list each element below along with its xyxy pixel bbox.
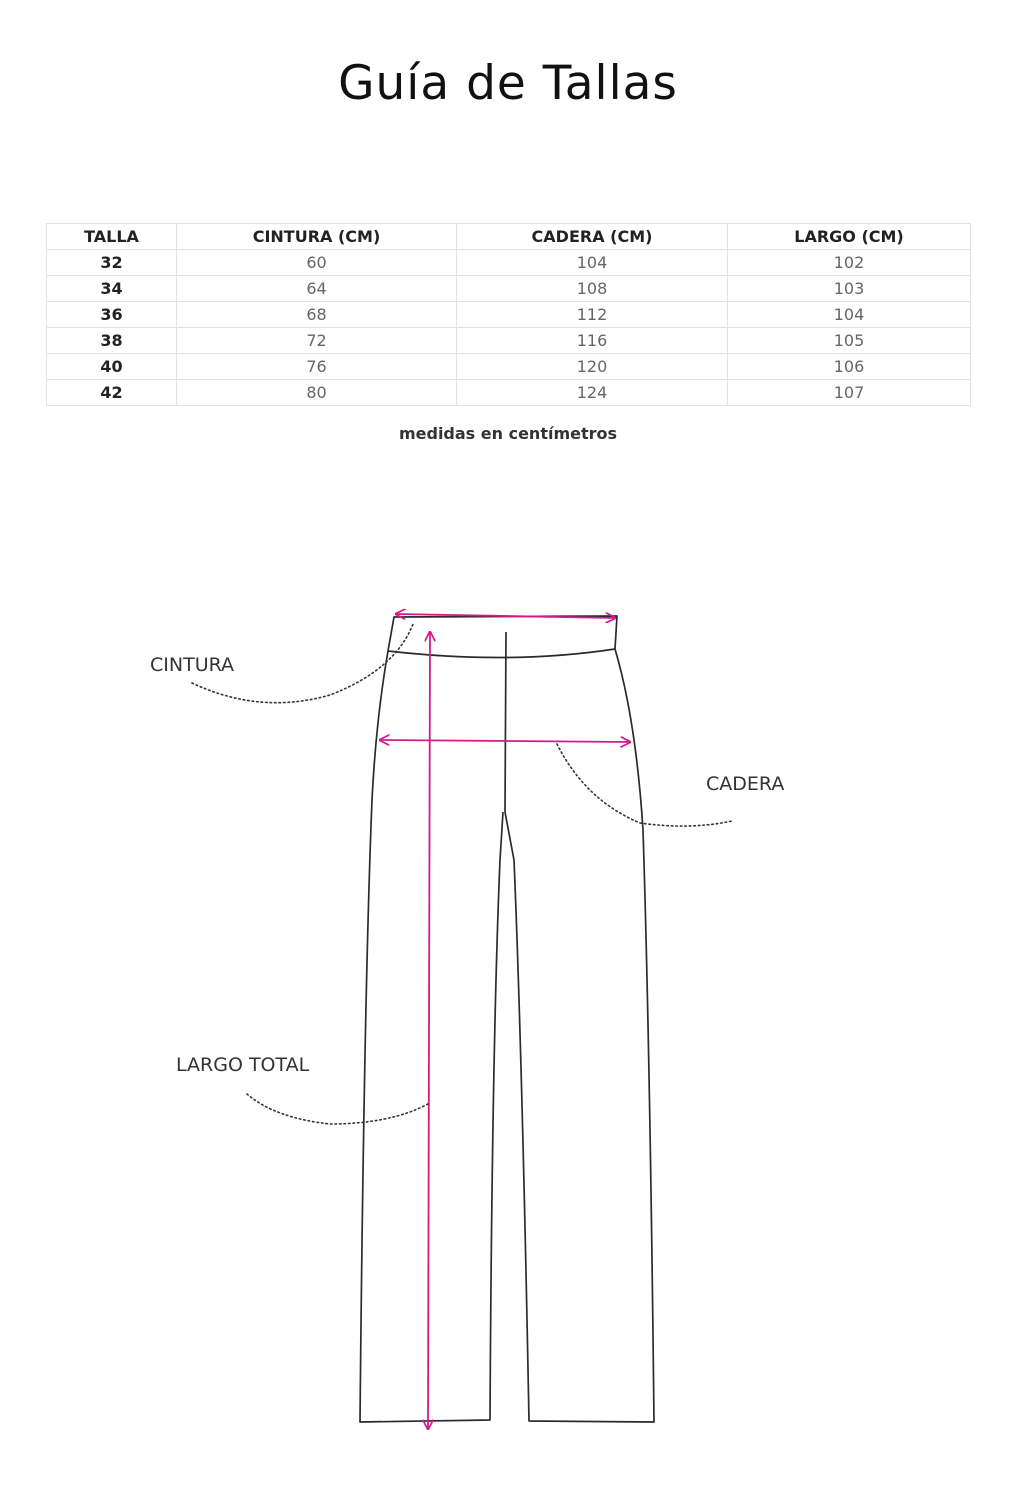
cell-size: 32 bbox=[47, 250, 177, 276]
cell-length: 102 bbox=[728, 250, 971, 276]
length-leader bbox=[247, 1094, 428, 1124]
pants-outline bbox=[360, 616, 654, 1422]
cell-waist: 68 bbox=[177, 302, 457, 328]
cell-length: 103 bbox=[728, 276, 971, 302]
header-size: TALLA bbox=[47, 224, 177, 250]
page-title: Guía de Tallas bbox=[338, 56, 678, 111]
hip-measure-line bbox=[380, 740, 630, 742]
cell-size: 40 bbox=[47, 354, 177, 380]
center-seam bbox=[505, 632, 506, 812]
cell-length: 104 bbox=[728, 302, 971, 328]
header-hip: CADERA (CM) bbox=[457, 224, 728, 250]
length-label: LARGO TOTAL bbox=[176, 1054, 310, 1076]
cell-hip: 120 bbox=[457, 354, 728, 380]
header-waist: CINTURA (CM) bbox=[177, 224, 457, 250]
cell-size: 42 bbox=[47, 380, 177, 406]
cell-size: 36 bbox=[47, 302, 177, 328]
header-length: LARGO (CM) bbox=[728, 224, 971, 250]
cell-hip: 116 bbox=[457, 328, 728, 354]
cell-hip: 108 bbox=[457, 276, 728, 302]
left-leg bbox=[360, 651, 503, 1422]
cell-waist: 64 bbox=[177, 276, 457, 302]
cell-length: 106 bbox=[728, 354, 971, 380]
cell-length: 105 bbox=[728, 328, 971, 354]
cell-waist: 60 bbox=[177, 250, 457, 276]
length-measure-line bbox=[428, 632, 430, 1429]
cell-size: 34 bbox=[47, 276, 177, 302]
cell-waist: 80 bbox=[177, 380, 457, 406]
waistband bbox=[388, 616, 617, 658]
units-note: medidas en centímetros bbox=[398, 424, 618, 443]
cell-size: 38 bbox=[47, 328, 177, 354]
cell-waist: 76 bbox=[177, 354, 457, 380]
cell-hip: 124 bbox=[457, 380, 728, 406]
waist-label: CINTURA bbox=[150, 654, 235, 676]
cell-waist: 72 bbox=[177, 328, 457, 354]
right-leg bbox=[505, 649, 654, 1422]
cell-hip: 112 bbox=[457, 302, 728, 328]
cell-length: 107 bbox=[728, 380, 971, 406]
cell-hip: 104 bbox=[457, 250, 728, 276]
hip-label: CADERA bbox=[706, 773, 785, 795]
leader-lines bbox=[192, 624, 732, 1124]
